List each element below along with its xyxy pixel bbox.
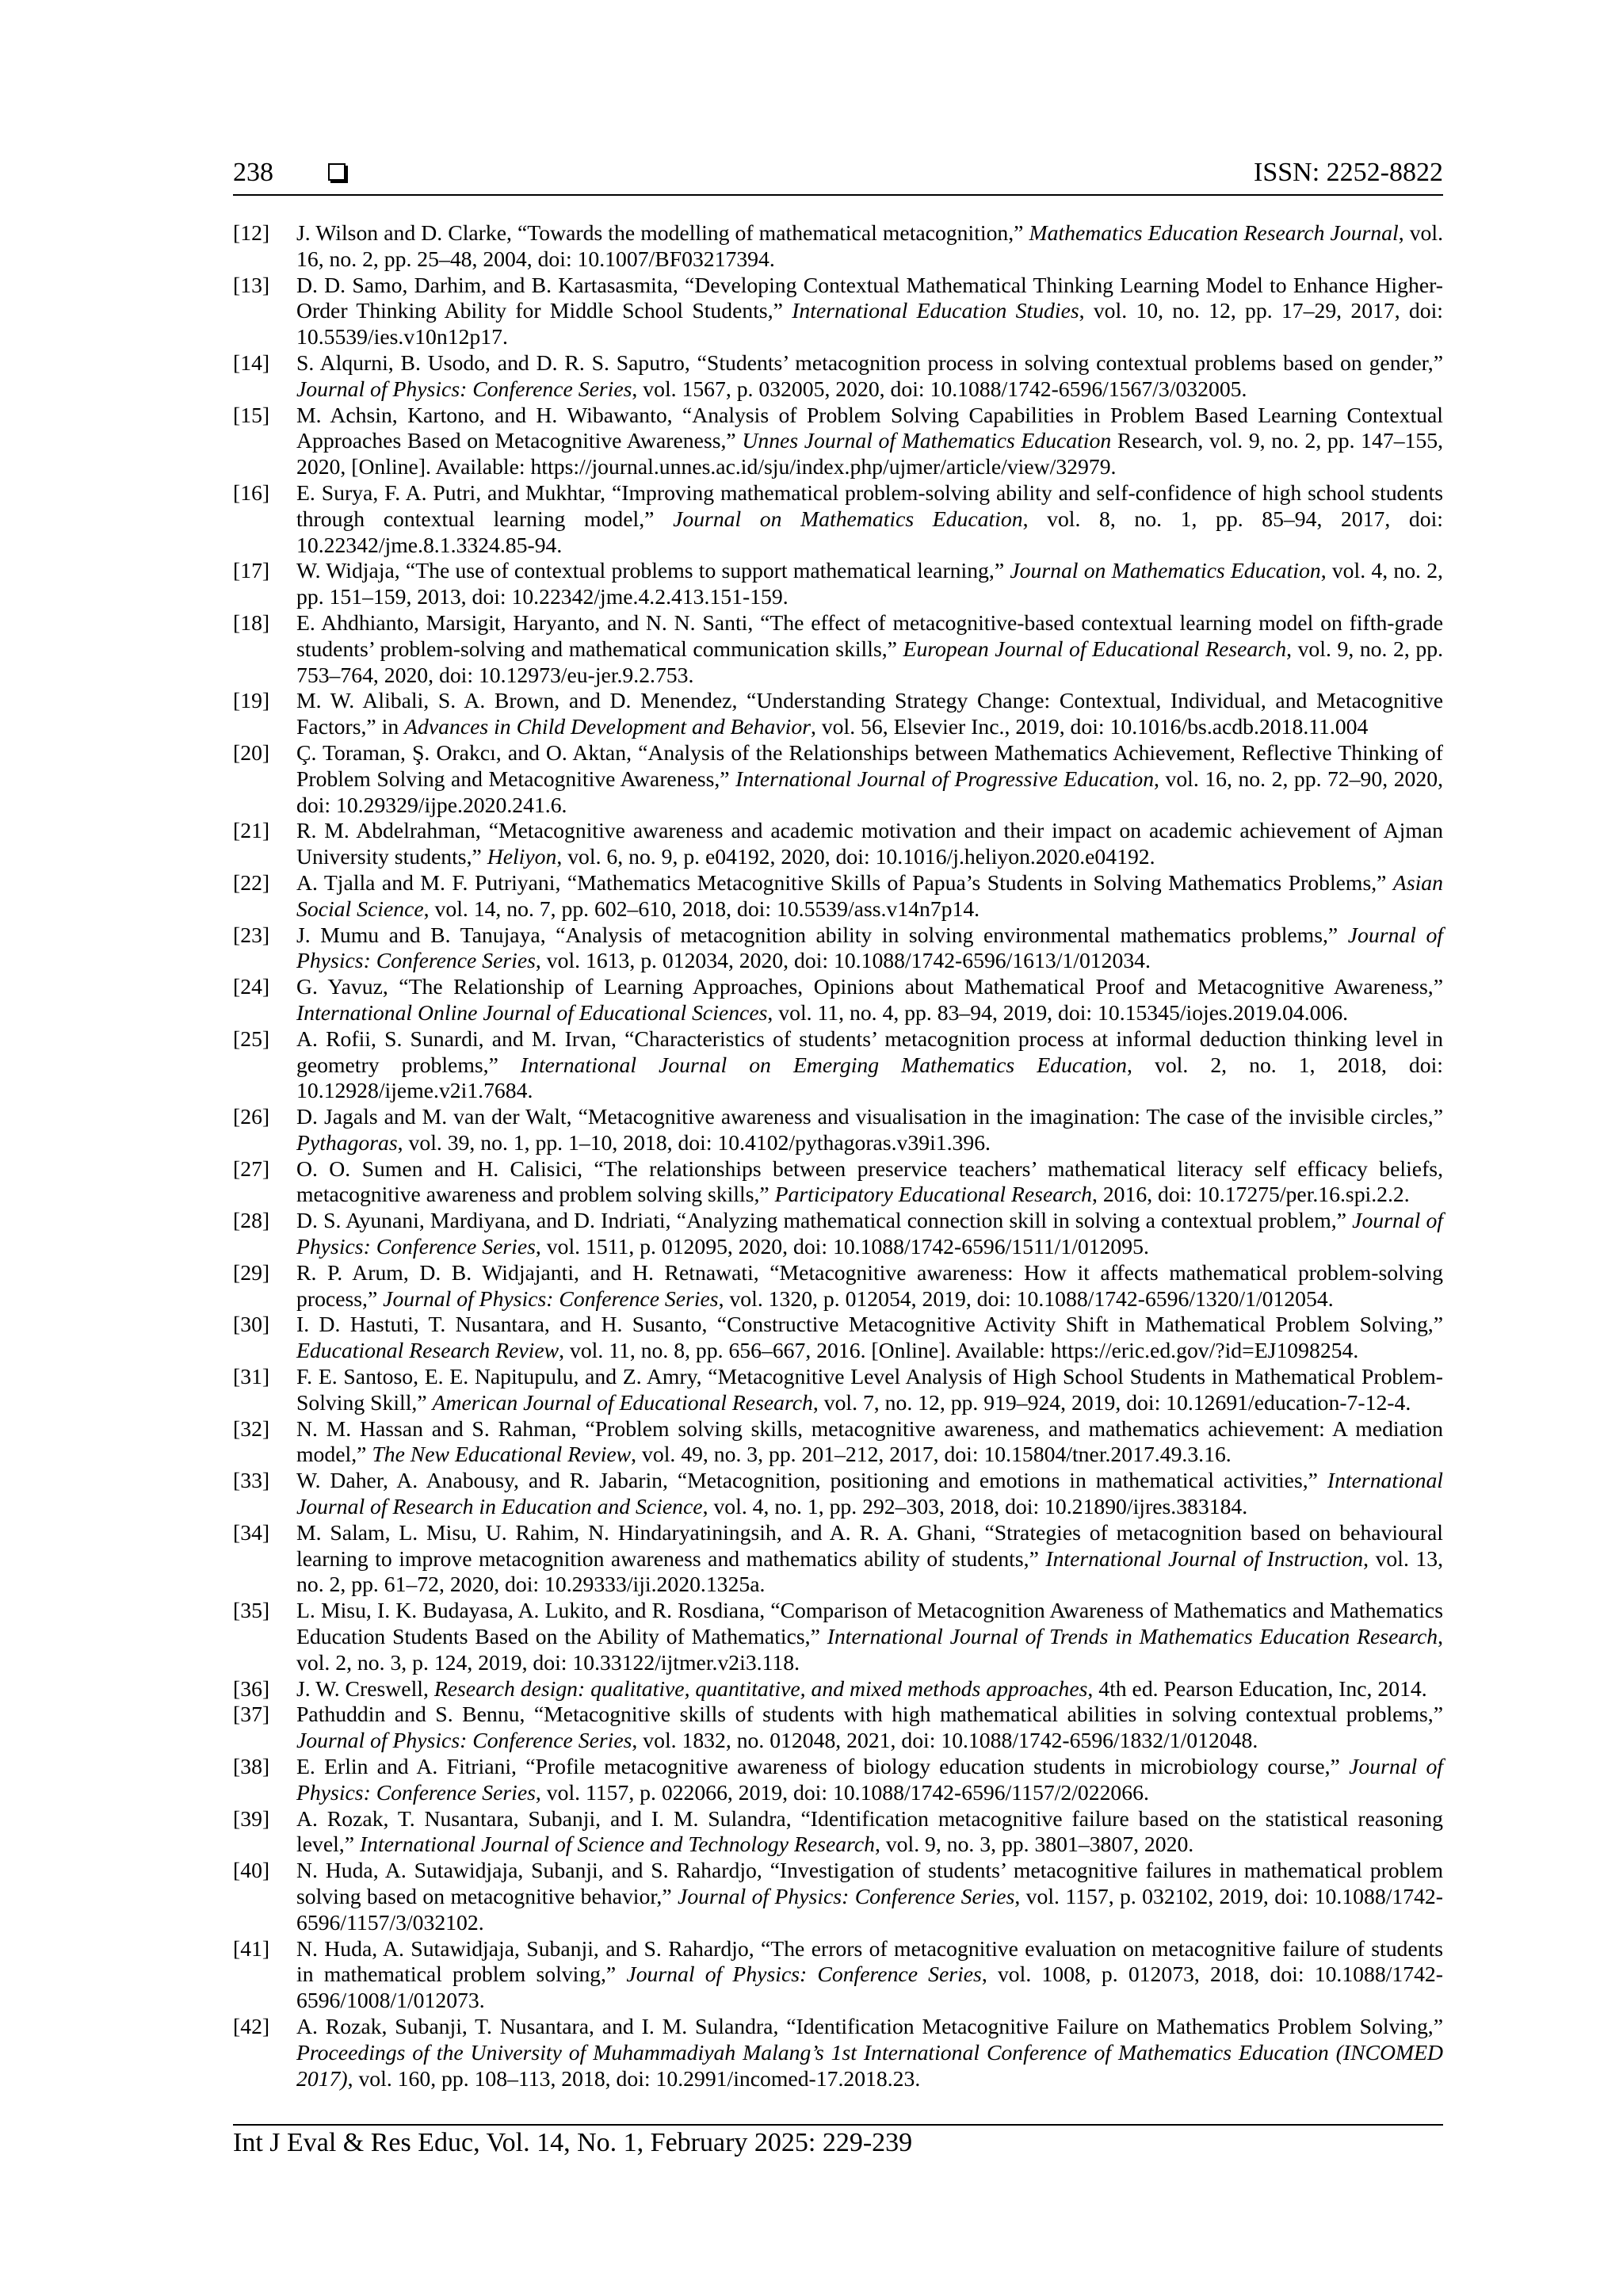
reference-source-title: Proceedings of the University of Muhammadiyah Malang’s 1st International Conference of Mathematics Education (INCOMED 2017) (296, 2039, 1443, 2091)
reference-text-part: O. O. Sumen and H. Calisici, “The relationships between preservice teachers’ mathematical literacy self efficacy beliefs, metacognitive awareness and problem solving skills,” (296, 1156, 1443, 1207)
reference-item (233, 610, 1443, 688)
reference-text (296, 1468, 1443, 1520)
reference-number: [20] (233, 739, 270, 765)
reference-item (233, 1702, 1443, 1754)
reference-source-title: Participatory Educational Research (774, 1182, 1092, 1207)
reference-number: [31] (233, 1364, 270, 1389)
reference-number: [15] (233, 402, 270, 427)
reference-text-part: , vol. 10, no. 12, pp. 17–29, 2017, doi: 10.5539/ies.v10n12p17. (296, 298, 1443, 350)
reference-item (233, 1364, 1443, 1416)
reference-number: [33] (233, 1468, 270, 1493)
reference-source-title: Journal of Physics: Conference Series (296, 376, 632, 401)
reference-source-title: Journal on Mathematics Education (1010, 558, 1321, 583)
reference-text-part: M. Achsin, Kartono, and H. Wibawanto, “Analysis of Problem Solving Capabilities in Problem Based Learning Contextual Approaches Based on Metacognitive Awareness,” (296, 402, 1443, 453)
reference-text-part: , vol. 1832, no. 012048, 2021, doi: 10.1088/1742-6596/1832/1/012048. (632, 1728, 1258, 1753)
reference-text-part: , vol. 1008, p. 012073, 2018, doi: 10.1088/1742-6596/1008/1/012073. (296, 1962, 1443, 2013)
reference-item (233, 1312, 1443, 1364)
reference-source-title: Asian Social Science (296, 869, 1443, 921)
reference-text-part: , vol. 1320, p. 012054, 2019, doi: 10.1088/1742-6596/1320/1/012054. (718, 1286, 1334, 1311)
reference-item (233, 870, 1443, 923)
reference-text (296, 2014, 1443, 2092)
reference-text-part: , vol. 16, no. 2, pp. 25–48, 2004, doi: 10.1007/BF03217394. (296, 220, 1443, 271)
reference-number: [23] (233, 922, 270, 947)
footer-divider (233, 2124, 1443, 2126)
reference-text (296, 1208, 1443, 1260)
reference-text-part: E. Ahdhianto, Marsigit, Haryanto, and N. N. Santi, “The effect of metacognitive-based contextual learning model on fifth-grade students’ problem-solving and mathematical communication skills,” (296, 609, 1443, 661)
reference-source-title: Pythagoras (296, 1129, 398, 1155)
reference-source-title: International Education Studies (792, 298, 1079, 323)
reference-source-title: Mathematics Education Research Journal (1029, 220, 1399, 245)
reference-text-part: E. Surya, F. A. Putri, and Mukhtar, “Improving mathematical problem-solving ability and self-confidence of high school students through contextual learning model,” (296, 479, 1443, 531)
reference-text (296, 1104, 1443, 1156)
reference-source-title: Journal of Physics: Conference Series (296, 1728, 632, 1753)
page-footer (233, 2129, 1443, 2157)
reference-number: [38] (233, 1754, 270, 1779)
reference-number: [24] (233, 974, 270, 999)
reference-text-part: , vol. 39, no. 1, pp. 1–10, 2018, doi: 10.4102/pythagoras.v39i1.396. (397, 1129, 991, 1155)
reference-text-part: , vol. 2, no. 3, p. 124, 2019, doi: 10.33122/ijtmer.v2i3.118. (296, 1624, 1443, 1675)
reference-source-title: International Journal on Emerging Mathematics Education (520, 1052, 1128, 1077)
reference-text-part: , vol. 16, no. 2, pp. 72–90, 2020, doi: 10.29329/ijpe.2020.241.6. (296, 766, 1443, 817)
reference-item (233, 1520, 1443, 1598)
reference-number: [25] (233, 1026, 270, 1051)
reference-item (233, 1598, 1443, 1675)
reference-text-part: , vol. 1157, p. 032102, 2019, doi: 10.1088/1742-6596/1157/3/032102. (296, 1884, 1443, 1935)
reference-text-part: , vol. 6, no. 9, p. e04192, 2020, doi: 10.1016/j.heliyon.2020.e04192. (556, 844, 1155, 869)
reference-source-title: Advances in Child Development and Behavior (404, 714, 811, 739)
reference-text-part: , vol. 2, no. 1, 2018, doi: 10.12928/ijeme.v2i1.7684. (296, 1052, 1443, 1103)
reference-number: [42] (233, 2013, 270, 2038)
reference-text-part: M. W. Alibali, S. A. Brown, and D. Menendez, “Understanding Strategy Change: Contextual, Individual, and Metacognitive Factors,” in (296, 688, 1443, 739)
reference-text-part: , vol. 14, no. 7, pp. 602–610, 2018, doi: 10.5539/ass.v14n7p14. (423, 896, 980, 921)
reference-source-title: International Journal of Science and Technology Research (359, 1832, 875, 1857)
reference-text-part: R. P. Arum, D. B. Widjajanti, and H. Retnawati, “Metacognitive awareness: How it affects mathematical problem-solving process,” (296, 1259, 1443, 1311)
reference-item (233, 350, 1443, 403)
reference-text-part: S. Alqurni, B. Usodo, and D. R. S. Saputro, “Students’ metacognition process in solving contextual problems based on gender,” (296, 350, 1443, 375)
reference-item (233, 1416, 1443, 1469)
reference-source-title: Journal of Physics: Conference Series (296, 1208, 1443, 1259)
reference-source-title: Journal on Mathematics Education (673, 506, 1023, 531)
reference-source-title: Journal of Physics: Conference Series (626, 1962, 982, 1987)
reference-number: [34] (233, 1519, 270, 1545)
reference-text-part: , vol. 4, no. 2, pp. 151–159, 2013, doi: 10.22342/jme.4.2.413.151-159. (296, 558, 1443, 609)
reference-item (233, 1260, 1443, 1312)
reference-text (296, 1702, 1443, 1754)
reference-text-part: J. Wilson and D. Clarke, “Towards the modelling of mathematical metacognition,” (296, 220, 1029, 245)
reference-text-part: N. M. Hassan and S. Rahman, “Problem solving skills, metacognitive awareness, and mathematics achievement: A mediation model,” (296, 1415, 1443, 1467)
reference-text-part: G. Yavuz, “The Relationship of Learning Approaches, Opinions about Mathematical Proof and Metacognitive Awareness,” (296, 974, 1443, 999)
reference-item (233, 480, 1443, 558)
reference-text-part: N. Huda, A. Sutawidjaja, Subanji, and S. Rahardjo, “The errors of metacognitive evaluation on metacognitive failure of students in mathematical problem solving,” (296, 1935, 1443, 1987)
reference-item (233, 688, 1443, 740)
reference-number: [37] (233, 1702, 270, 1727)
reference-text-part: , 2016, doi: 10.17275/per.16.spi.2.2. (1091, 1182, 1410, 1207)
reference-text-part: Pathuddin and S. Bennu, “Metacognitive skills of students with high mathematical abilities in solving contextual problems,” (296, 1702, 1443, 1727)
reference-text-part: D. Jagals and M. van der Walt, “Metacognitive awareness and visualisation in the imagination: The case of the invisible circles,” (296, 1104, 1443, 1129)
reference-text-part: I. D. Hastuti, T. Nusantara, and H. Susanto, “Constructive Metacognitive Activity Shift in Mathematical Problem Solving,” (296, 1312, 1443, 1337)
reference-source-title: Unnes Journal of Mathematics Education (742, 428, 1112, 453)
reference-text (296, 1858, 1443, 1935)
reference-text-part: A. Rozak, T. Nusantara, Subanji, and I. M. Sulandra, “Identification metacognitive failure based on the statistical reasoning level,” (296, 1805, 1443, 1857)
reference-text (296, 1260, 1443, 1312)
reference-item (233, 1156, 1443, 1209)
reference-text-part: F. E. Santoso, E. E. Napitupulu, and Z. Amry, “Metacognitive Level Analysis of High School Students in Mathematical Problem-Solving Skill,” (296, 1364, 1443, 1415)
reference-text-part: L. Misu, I. K. Budayasa, A. Lukito, and R. Rosdiana, “Comparison of Metacognition Awareness of Mathematics and Mathematics Education Students Based on the Ability of Mathematics,” (296, 1598, 1443, 1649)
reference-list (233, 220, 1443, 2092)
reference-text (296, 1312, 1443, 1364)
reference-item (233, 1104, 1443, 1156)
reference-number: [22] (233, 869, 270, 895)
reference-text-part: , vol. 11, no. 8, pp. 656–667, 2016. [Online]. Available: https://eric.ed.gov/?id=EJ1098254. (559, 1338, 1359, 1363)
reference-text (296, 403, 1443, 480)
page-number: 238 (233, 158, 273, 187)
reference-text-part: , vol. 160, pp. 108–113, 2018, doi: 10.2991/incomed-17.2018.23. (347, 2065, 921, 2091)
reference-item (233, 1754, 1443, 1806)
reference-item (233, 923, 1443, 975)
issn-label: ISSN: 2252-8822 (1254, 158, 1443, 187)
reference-text-part: E. Erlin and A. Fitriani, “Profile metacognitive awareness of biology education students in microbiology course,” (296, 1754, 1350, 1779)
reference-item (233, 1806, 1443, 1859)
reference-number: [30] (233, 1312, 270, 1337)
reference-item (233, 273, 1443, 350)
reference-source-title: International Journal of Research in Education and Science (296, 1468, 1443, 1519)
reference-text-part: D. D. Samo, Darhim, and B. Kartasasmita, “Developing Contextual Mathematical Thinking Learning Model to Enhance Higher-Order Thinking Ability for Middle School Students,” (296, 272, 1443, 323)
reference-text-part: , vol. 11, no. 4, pp. 83–94, 2019, doi: 10.15345/iojes.2019.04.006. (767, 999, 1349, 1025)
reference-item (233, 974, 1443, 1026)
reference-text (296, 558, 1443, 610)
reference-source-title: European Journal of Educational Research (903, 636, 1287, 661)
reference-item (233, 403, 1443, 480)
reference-source-title: International Journal of Trends in Mathematics Education Research (827, 1624, 1438, 1649)
reference-text (296, 923, 1443, 975)
reference-text-part: , vol. 49, no. 3, pp. 201–212, 2017, doi: 10.15804/tner.2017.49.3.16. (631, 1442, 1232, 1467)
reference-text-part: , vol. 56, Elsevier Inc., 2019, doi: 10.1016/bs.acdb.2018.11.004 (810, 714, 1369, 739)
reference-text (296, 1156, 1443, 1209)
reference-item (233, 1468, 1443, 1520)
reference-number: [17] (233, 558, 270, 583)
reference-source-title: Journal of Physics: Conference Series (296, 922, 1443, 973)
reference-text-part: J. Mumu and B. Tanujaya, “Analysis of metacognition ability in solving environmental mathematics problems,” (296, 922, 1348, 947)
reference-item (233, 220, 1443, 273)
reference-text (296, 974, 1443, 1026)
reference-text-part: M. Salam, L. Misu, U. Rahim, N. Hindaryatiningsih, and A. R. A. Ghani, “Strategies of metacognition based on behavioural learning to improve metacognition awareness and mathematics ability of students,” (296, 1519, 1443, 1571)
reference-item (233, 1676, 1443, 1702)
reference-text-part: W. Widjaja, “The use of contextual problems to support mathematical learning,” (296, 558, 1010, 583)
reference-text (296, 480, 1443, 558)
header-divider (233, 194, 1443, 196)
reference-number: [28] (233, 1208, 270, 1233)
reference-text (296, 818, 1443, 870)
reference-number: [35] (233, 1598, 270, 1623)
reference-source-title: The New Educational Review (372, 1442, 632, 1467)
reference-item (233, 740, 1443, 818)
reference-number: [14] (233, 350, 270, 375)
shadowed-square-icon (328, 163, 346, 181)
reference-number: [19] (233, 688, 270, 713)
reference-text (296, 1416, 1443, 1469)
reference-text (296, 610, 1443, 688)
reference-text (296, 740, 1443, 818)
reference-text (296, 1936, 1443, 2014)
reference-source-title: Journal of Physics: Conference Series (296, 1754, 1444, 1805)
reference-number: [12] (233, 220, 270, 245)
reference-number: [32] (233, 1415, 270, 1441)
reference-text-part: D. S. Ayunani, Mardiyana, and D. Indriati, “Analyzing mathematical connection skill in solving a contextual problem,” (296, 1208, 1353, 1233)
reference-text (296, 350, 1443, 403)
reference-text-part: , vol. 4, no. 1, pp. 292–303, 2018, doi: 10.21890/ijres.383184. (702, 1494, 1248, 1519)
reference-text-part: J. W. Creswell, (296, 1675, 434, 1701)
reference-source-title: International Journal of Progressive Education (735, 766, 1155, 791)
reference-text-part: , vol. 13, no. 2, pp. 61–72, 2020, doi: 10.29333/iji.2020.1325a. (296, 1545, 1443, 1597)
reference-text-part: A. Tjalla and M. F. Putriyani, “Mathematics Metacognitive Skills of Papua’s Students in Solving Mathematics Problems,” (296, 869, 1393, 895)
reference-text (296, 220, 1443, 273)
reference-text-part: , vol. 7, no. 12, pp. 919–924, 2019, doi: 10.12691/education-7-12-4. (812, 1389, 1411, 1415)
reference-number: [39] (233, 1805, 270, 1831)
reference-text-part: , vol. 9, no. 2, pp. 753–764, 2020, doi: 10.12973/eu-jer.9.2.753. (296, 636, 1444, 687)
reference-source-title: Journal of Physics: Conference Series (678, 1884, 1015, 1908)
reference-text-part: N. Huda, A. Sutawidjaja, Subanji, and S. Rahardjo, “Investigation of students’ metacognitive failures in mathematical problem solving based on metacognitive behavior,” (296, 1858, 1443, 1908)
reference-text-part: , 4th ed. Pearson Education, Inc, 2014. (1087, 1675, 1427, 1701)
journal-citation: Int J Eval & Res Educ, Vol. 14, No. 1, February 2025: 229-239 (233, 2128, 913, 2157)
reference-source-title: American Journal of Educational Research (432, 1389, 813, 1415)
reference-text (296, 1364, 1443, 1416)
reference-number: [21] (233, 818, 270, 843)
reference-text-part: , vol. 1511, p. 012095, 2020, doi: 10.1088/1742-6596/1511/1/012095. (535, 1234, 1149, 1259)
reference-number: [26] (233, 1104, 270, 1129)
reference-text (296, 1676, 1443, 1702)
reference-text (296, 1806, 1443, 1859)
reference-text (296, 1598, 1443, 1675)
reference-item (233, 558, 1443, 610)
reference-item (233, 818, 1443, 870)
reference-text-part: , vol. 8, no. 1, pp. 85–94, 2017, doi: 10.22342/jme.8.1.3324.85-94. (296, 506, 1443, 557)
reference-text (296, 688, 1443, 740)
reference-item (233, 1936, 1443, 2014)
reference-source-title: International Journal of Instruction (1045, 1545, 1364, 1571)
reference-number: [41] (233, 1935, 270, 1961)
reference-text-part: , vol. 1613, p. 012034, 2020, doi: 10.1088/1742-6596/1613/1/012034. (535, 948, 1151, 973)
reference-text-part: , vol. 1157, p. 022066, 2019, doi: 10.1088/1742-6596/1157/2/022066. (535, 1779, 1149, 1805)
reference-number: [13] (233, 272, 270, 297)
reference-item (233, 2014, 1443, 2092)
reference-text (296, 1754, 1443, 1806)
reference-number: [29] (233, 1259, 270, 1285)
reference-text-part: A. Rozak, Subanji, T. Nusantara, and I. M. Sulandra, “Identification Metacognitive Failure on Mathematics Problem Solving,” (296, 2013, 1443, 2038)
page-header (233, 157, 1443, 189)
reference-text-part: A. Rofii, S. Sunardi, and M. Irvan, “Characteristics of students’ metacognition process at informal deduction thinking level in geometry problems,” (296, 1026, 1443, 1077)
reference-source-title: Research design: qualitative, quantitative, and mixed methods approaches (433, 1675, 1088, 1701)
reference-text-part: , vol. 9, no. 3, pp. 3801–3807, 2020. (874, 1832, 1194, 1857)
reference-number: [40] (233, 1858, 270, 1883)
reference-number: [36] (233, 1675, 270, 1701)
reference-text-part: Ç. Toraman, Ş. Orakcı, and O. Aktan, “Analysis of the Relationships between Mathematics Achievement, Reflective Thinking of Problem Solving and Metacognitive Awareness,” (296, 739, 1443, 791)
reference-item (233, 1026, 1443, 1104)
reference-source-title: Heliyon (487, 844, 557, 869)
reference-number: [18] (233, 609, 270, 635)
reference-text (296, 1026, 1443, 1104)
reference-source-title: Journal of Physics: Conference Series (383, 1286, 719, 1311)
reference-item (233, 1858, 1443, 1935)
reference-text-part: Research, vol. 9, no. 2, pp. 147–155, 2020, [Online]. Available: https://journal.unnes.ac.id/sju/index.php/ujmer/article/view/32979. (296, 428, 1443, 479)
reference-text (296, 273, 1443, 350)
reference-text-part: W. Daher, A. Anabousy, and R. Jabarin, “Metacognition, positioning and emotions in mathematical activities,” (296, 1468, 1327, 1493)
reference-number: [16] (233, 479, 270, 505)
reference-text-part: , vol. 1567, p. 032005, 2020, doi: 10.1088/1742-6596/1567/3/032005. (632, 376, 1247, 401)
reference-text-part: R. M. Abdelrahman, “Metacognitive awareness and academic motivation and their impact on academic achievement of Ajman University students,” (296, 818, 1443, 869)
reference-item (233, 1208, 1443, 1260)
reference-source-title: Educational Research Review (296, 1338, 559, 1363)
reference-source-title: International Online Journal of Educational Sciences (296, 999, 768, 1025)
reference-text (296, 870, 1443, 923)
reference-text (296, 1520, 1443, 1598)
reference-number: [27] (233, 1156, 270, 1181)
